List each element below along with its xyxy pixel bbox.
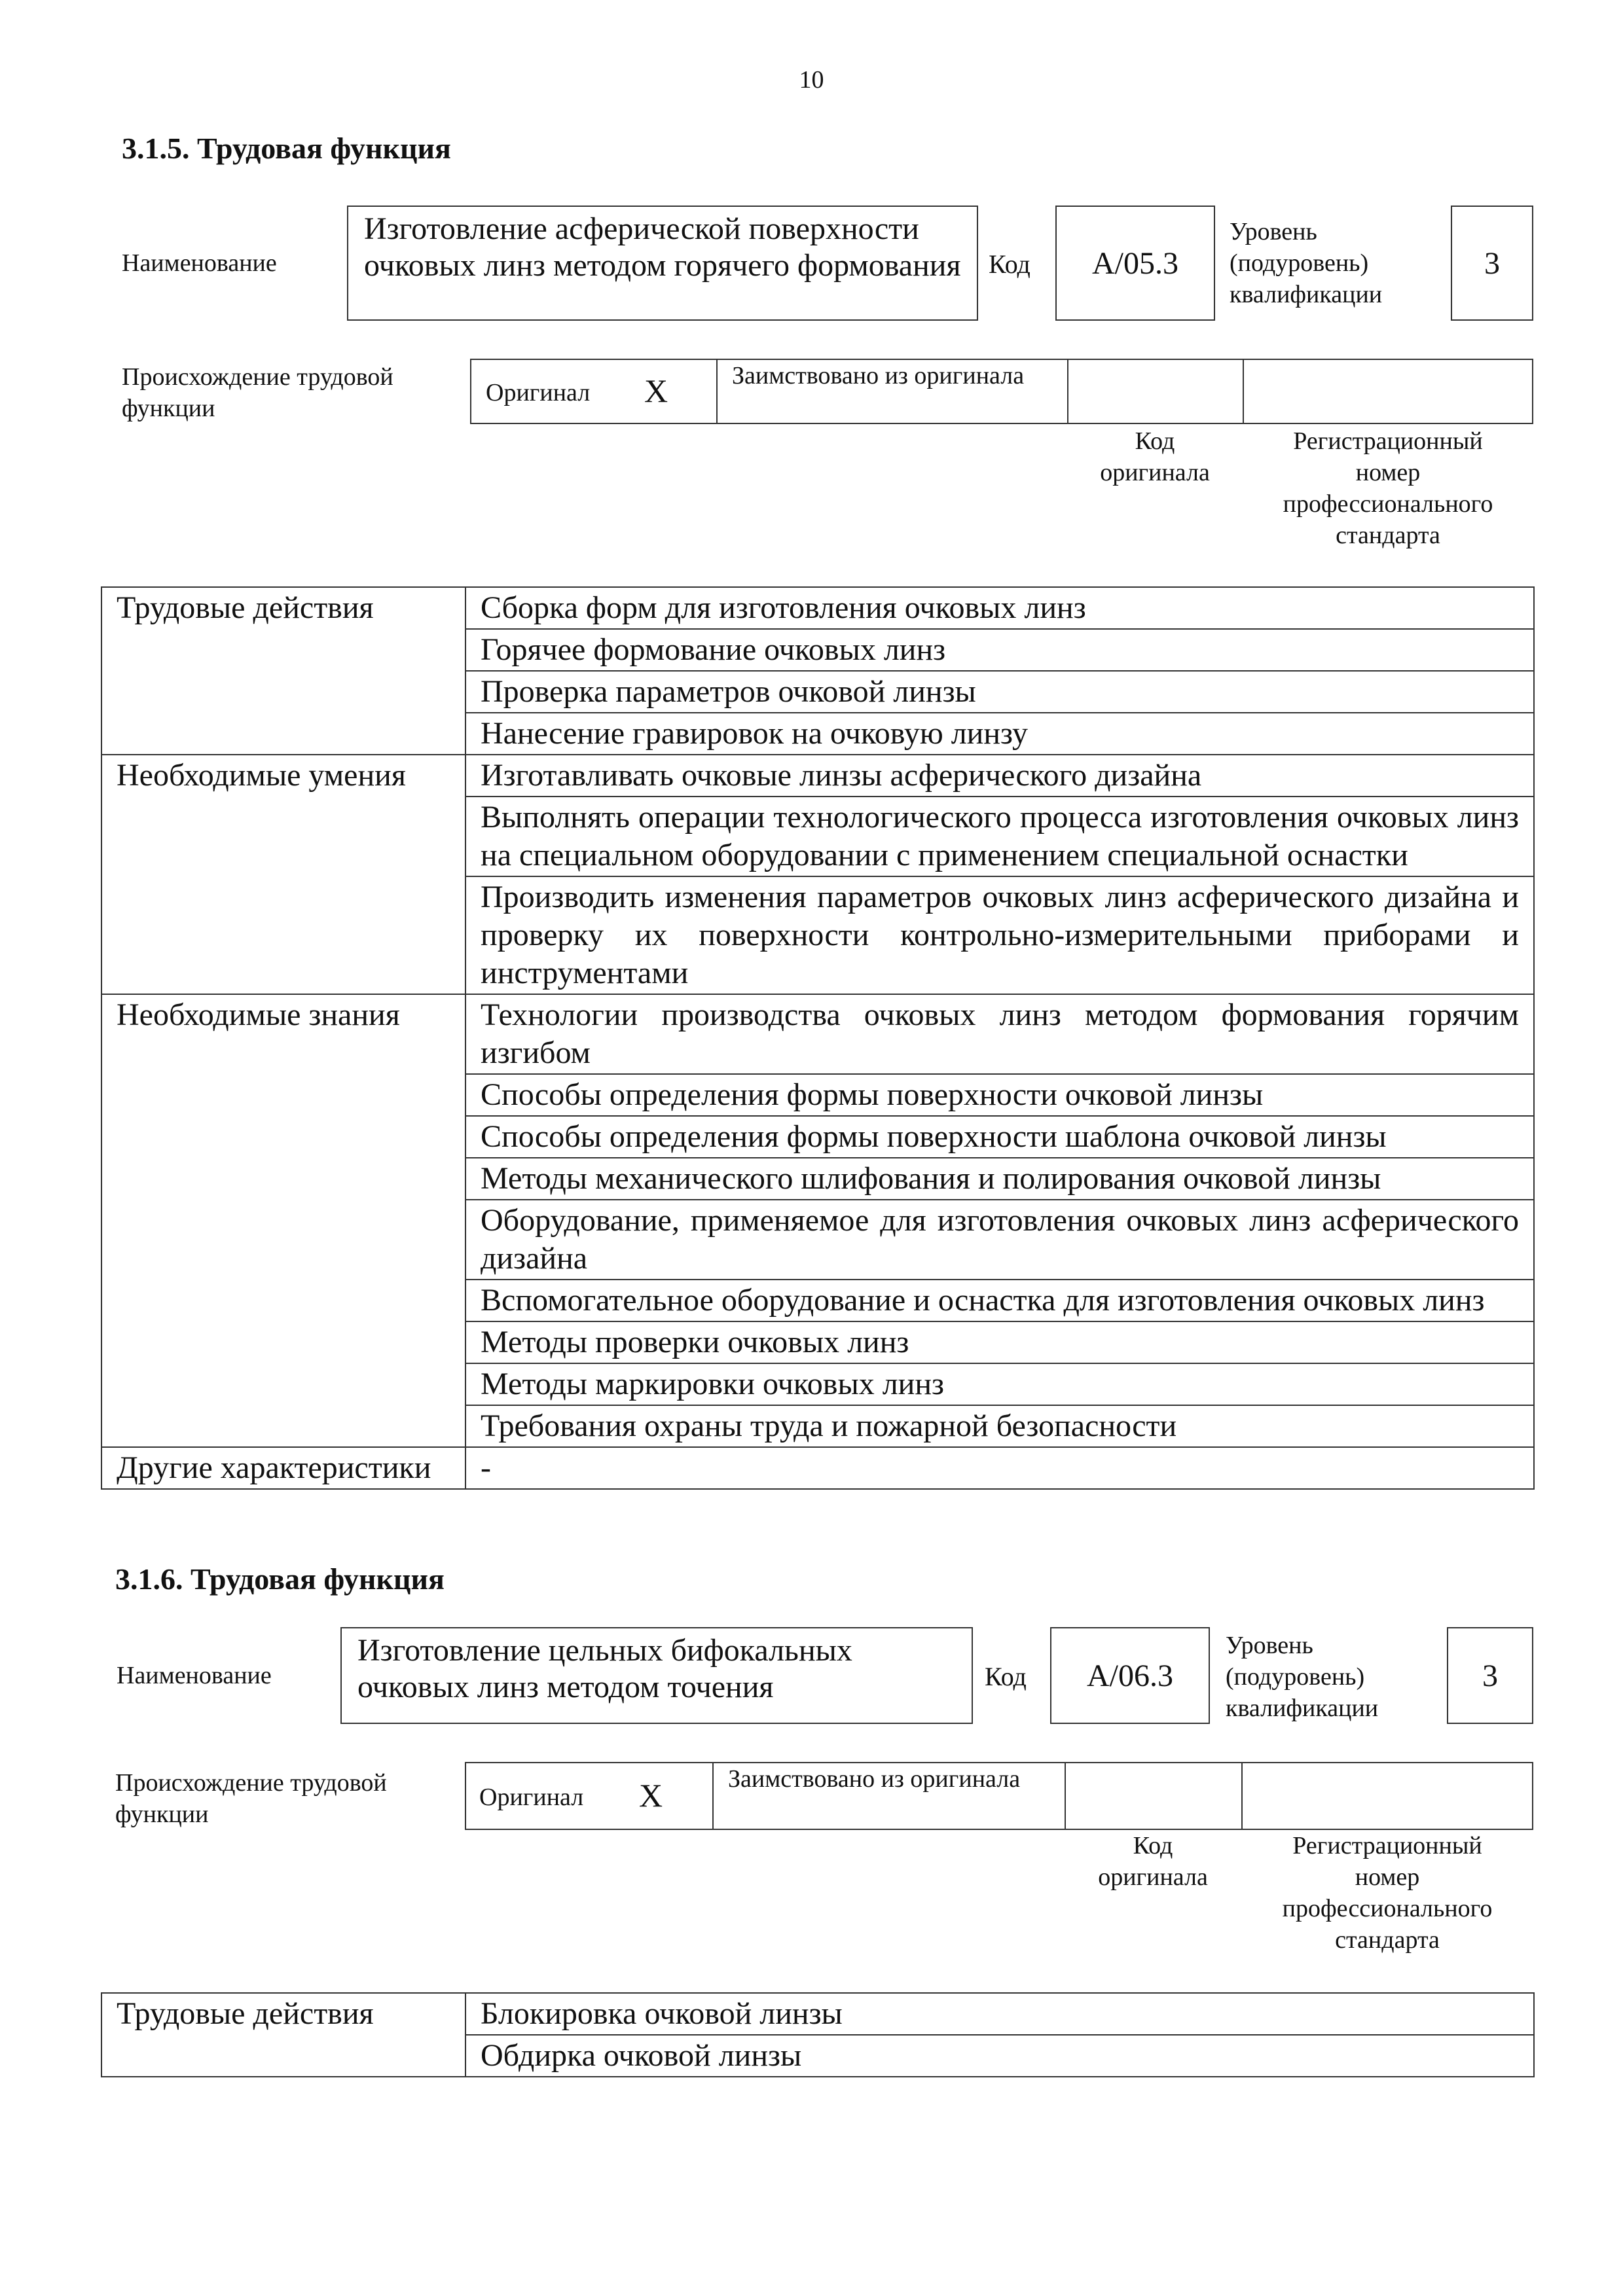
table-cell: Способы определения формы поверхности шаблона очковой линзы (465, 1116, 1534, 1158)
row-label: Трудовые действия (101, 1993, 465, 2077)
function-name-field: Изготовление цельных бифокальных очковых линз методом точения (340, 1627, 973, 1724)
level-label-line: Уровень (1226, 1632, 1313, 1659)
level-label-line: квалификации (1230, 281, 1383, 308)
table-cell: Методы механического шлифования и полирования очковой линзы (465, 1158, 1534, 1200)
level-label-line: (подуровень) (1230, 249, 1369, 277)
table-cell: Выполнять операции технологического процесса изготовления очковых линз на специальном оборудовании с применением специальной оснастки (465, 797, 1534, 876)
table-cell: Способы определения формы поверхности очковой линзы (465, 1074, 1534, 1116)
level-value: 3 (1451, 206, 1533, 321)
level-label (1226, 1630, 1378, 1724)
table-cell: Производить изменения параметров очковых линз асферического дизайна и проверку их поверхности контрольно-измерительными приборами и инструментами (465, 876, 1534, 994)
level-label-line: квалификации (1226, 1695, 1379, 1722)
caption-code-original (1067, 425, 1243, 488)
section-title: 3.1.6. Трудовая функция (115, 1562, 445, 1596)
row-label: Трудовые действия (101, 587, 465, 755)
code-value: A/05.3 (1055, 206, 1215, 321)
caption-line: Код (1133, 1832, 1173, 1859)
table-cell: Обдирка очковой линзы (465, 2035, 1534, 2077)
origin-original-label: Оригинал (486, 379, 591, 406)
table-cell: Изготавливать очковые линзы асферического дизайна (465, 755, 1534, 797)
origin-borrowed-label: Заимствовано из оригинала (732, 362, 1025, 389)
function-spec-table (101, 1992, 1535, 2077)
caption-code-original (1065, 1830, 1241, 1893)
name-label: Наименование (117, 1662, 272, 1689)
row-label: Необходимые знания (101, 994, 465, 1447)
table-cell: Вспомогательное оборудование и оснастка для изготовления очковых линз (465, 1280, 1534, 1321)
origin-code-cell (1068, 360, 1244, 423)
caption-line: Регистрационный (1293, 427, 1483, 455)
name-label: Наименование (122, 249, 277, 277)
function-spec-table (101, 586, 1535, 1490)
code-label: Код (989, 249, 1030, 279)
table-cell: Требования охраны труда и пожарной безопасности (465, 1405, 1534, 1447)
table-cell: Проверка параметров очковой линзы (465, 671, 1534, 713)
table-row (101, 1993, 1534, 2035)
table-cell: Методы проверки очковых линз (465, 1321, 1534, 1363)
table-cell: Технологии производства очковых линз методом формования горячим изгибом (465, 994, 1534, 1074)
origin-label: Происхождение трудовой функции (115, 1769, 387, 1828)
origin-reg-cell (1243, 1763, 1535, 1829)
table-row (101, 1447, 1534, 1489)
origin-borrowed-label: Заимствовано из оригинала (728, 1765, 1021, 1793)
caption-line: профессионального (1282, 1895, 1493, 1922)
table-cell: Сборка форм для изготовления очковых линз (465, 587, 1534, 629)
page-number: 10 (799, 66, 824, 94)
origin-borrowed-cell (714, 1763, 1066, 1829)
section-title: 3.1.5. Трудовая функция (122, 132, 451, 165)
level-value: 3 (1447, 1627, 1533, 1724)
origin-mark: X (644, 372, 668, 409)
table-cell: Блокировка очковой линзы (465, 1993, 1534, 2035)
level-label-line: Уровень (1230, 218, 1317, 245)
table-cell: Методы маркировки очковых линз (465, 1363, 1534, 1405)
row-label: Необходимые умения (101, 755, 465, 994)
level-label (1230, 216, 1382, 310)
table-row (101, 587, 1534, 629)
origin-original-cell (471, 360, 718, 423)
code-label: Код (985, 1662, 1027, 1691)
caption-line: профессионального (1283, 490, 1493, 518)
caption-line: оригинала (1098, 1863, 1208, 1891)
origin-row (465, 1762, 1533, 1830)
caption-reg-number (1241, 1830, 1533, 1956)
caption-line: номер (1355, 1863, 1420, 1891)
origin-original-label: Оригинал (479, 1784, 584, 1811)
level-label-line: (подуровень) (1226, 1663, 1365, 1691)
origin-borrowed-cell (718, 360, 1068, 423)
table-cell: Горячее формование очковых линз (465, 629, 1534, 671)
table-cell: Оборудование, применяемое для изготовления очковых линз асферического дизайна (465, 1200, 1534, 1280)
caption-line: Код (1135, 427, 1175, 455)
row-label: Другие характеристики (101, 1447, 465, 1489)
caption-line: Регистрационный (1292, 1832, 1482, 1859)
caption-line: оригинала (1100, 459, 1210, 486)
origin-mark: X (639, 1777, 663, 1814)
origin-original-cell (466, 1763, 714, 1829)
caption-line: стандарта (1335, 1926, 1440, 1954)
origin-row (470, 359, 1533, 424)
origin-reg-cell (1244, 360, 1535, 423)
table-cell: - (465, 1447, 1534, 1489)
table-row (101, 994, 1534, 1074)
caption-reg-number (1243, 425, 1533, 551)
origin-code-cell (1066, 1763, 1243, 1829)
origin-label: Происхождение трудовой функции (122, 363, 393, 422)
code-value: A/06.3 (1050, 1627, 1210, 1724)
function-name-field: Изготовление асферической поверхности очковых линз методом горячего формования (347, 206, 978, 321)
table-row (101, 755, 1534, 797)
caption-line: номер (1355, 459, 1421, 486)
caption-line: стандарта (1336, 522, 1440, 549)
table-cell: Нанесение гравировок на очковую линзу (465, 713, 1534, 755)
